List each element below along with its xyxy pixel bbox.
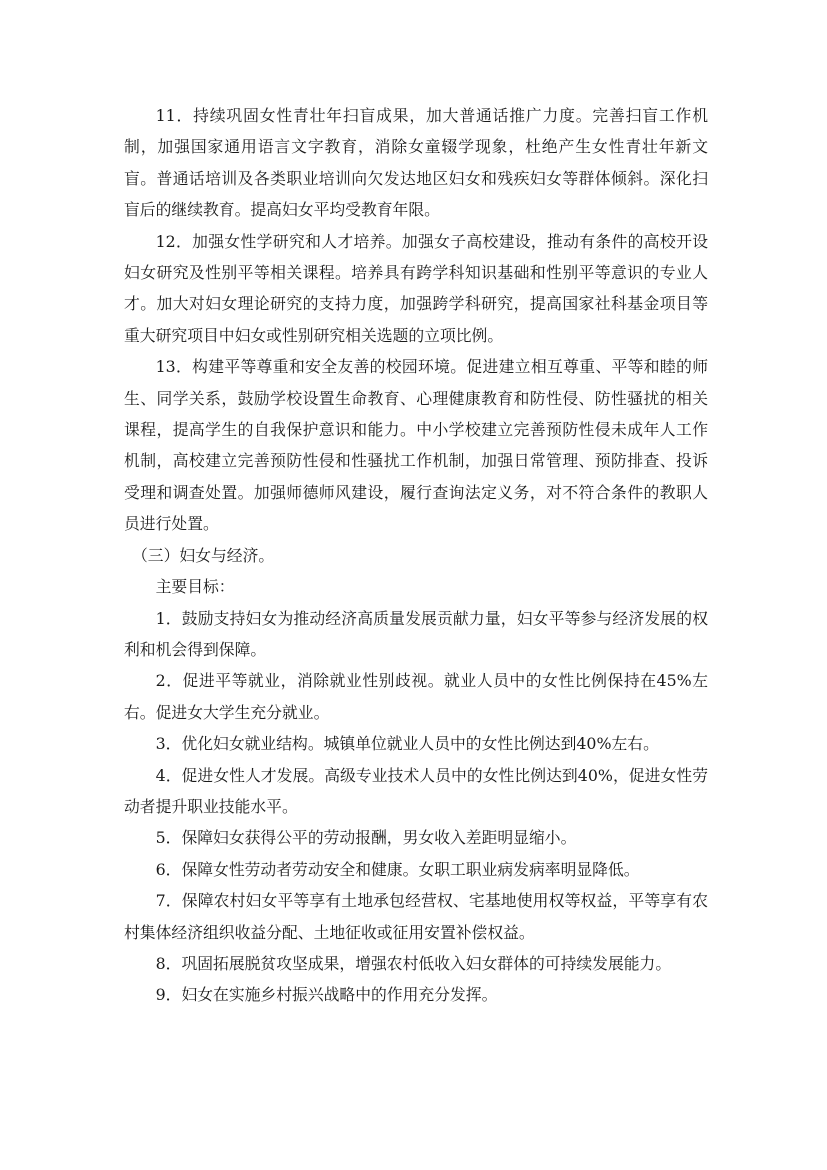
paragraph-item-13: 13．构建平等尊重和安全友善的校园环境。促进建立相互尊重、平等和睦的师生、同学关系，鼓励学校设置生命教育、心理健康教育和防性侵、防性骚扰的相关课程，提高学生的自我保护意识和能力。中小学校建立完善预防性侵未成年人工作机制，高校建立完善预防性侵和性骚扰工作机制，加强日常管理、预防排查、投诉受理和调查处置。加强师德师风建设，履行查询法定义务，对不符合条件的教职人员进行处置。 <box>124 357 708 534</box>
section-heading: （三）妇女与经济。 <box>132 545 275 565</box>
goal-item-5: 5．保障妇女获得公平的劳动报酬，男女收入差距明显缩小。 <box>155 828 577 848</box>
goal-item-7: 7．保障农村妇女平等享有土地承包经营权、宅基地使用权等权益，平等享有农村集体经济组织收益分配、土地征收或征用安置补偿权益。 <box>124 891 708 942</box>
goal-item-1: 1．鼓励支持妇女为推动经济高质量发展贡献力量，妇女平等参与经济发展的权利和机会得到保障。 <box>124 608 708 659</box>
goal-item-6: 6．保障女性劳动者劳动安全和健康。女职工职业病发病率明显降低。 <box>155 859 640 879</box>
paragraph-item-12: 12．加强女性学研究和人才培养。加强女子高校建设，推动有条件的高校开设妇女研究及性别平等相关课程。培养具有跨学科知识基础和性别平等意识的专业人才。加大对妇女理论研究的支持力度，加强跨学科研究，提高国家社科基金项目等重大研究项目中妇女或性别研究相关选题的立项比例。 <box>124 231 708 345</box>
goal-item-2: 2．促进平等就业，消除就业性别歧视。就业人员中的女性比例保持在45%左右。促进女大学生充分就业。 <box>124 671 708 722</box>
goal-item-8: 8．巩固拓展脱贫攻坚成果，增强农村低收入妇女群体的可持续发展能力。 <box>155 953 672 973</box>
paragraph-item-11: 11．持续巩固女性青壮年扫盲成果，加大普通话推广力度。完善扫盲工作机制，加强国家通用语言文字教育，消除女童辍学现象，杜绝产生女性青壮年新文盲。普通话培训及各类职业培训向欠发达地区妇女和残疾妇女等群体倾斜。深化扫盲后的继续教育。提高妇女平均受教育年限。 <box>124 106 708 220</box>
goal-item-4: 4．促进女性人才发展。高级专业技术人员中的女性比例达到40%，促进女性劳动者提升职业技能水平。 <box>124 765 708 816</box>
goal-item-9: 9．妇女在实施乡村振兴战略中的作用充分发挥。 <box>155 985 498 1005</box>
subheading-main-goals: 主要目标： <box>155 577 235 597</box>
document-body <box>124 100 708 1011</box>
goal-item-3: 3．优化妇女就业结构。城镇单位就业人员中的女性比例达到40%左右。 <box>155 734 659 754</box>
